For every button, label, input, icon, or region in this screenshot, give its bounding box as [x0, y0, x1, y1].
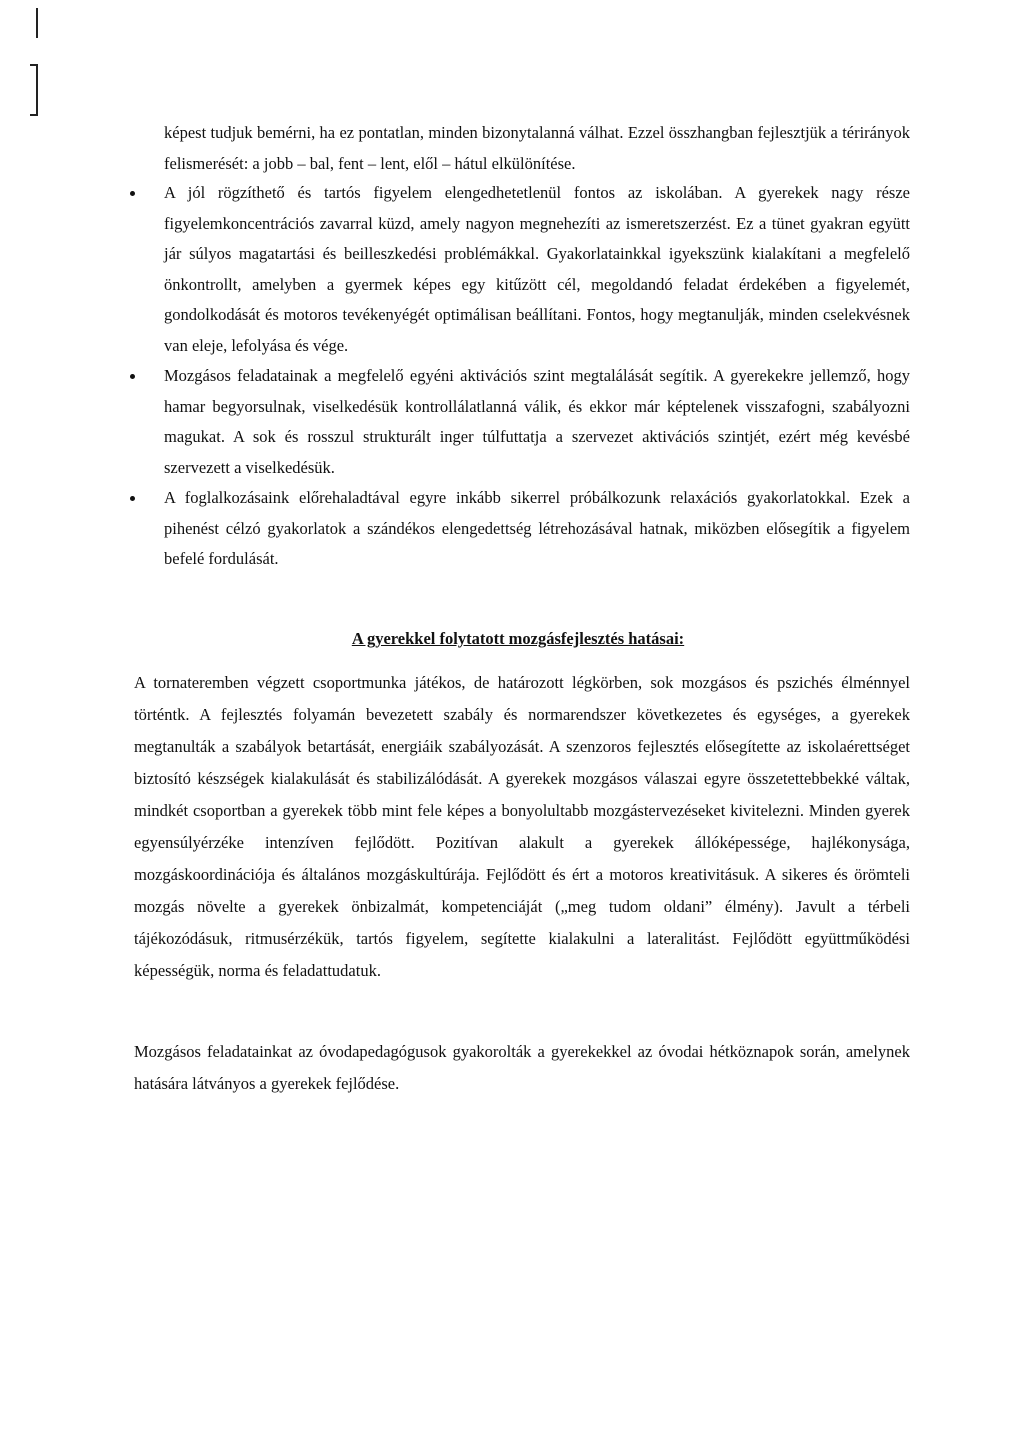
bullet-icon	[130, 374, 135, 379]
bullet-icon	[130, 191, 135, 196]
bullet-item-attention	[126, 178, 910, 361]
intro-paragraph: képest tudjuk bemérni, ha ez pontatlan, minden bizonytalanná válhat. Ezzel összhangban fejlesztjük a térirányok felismerését: a jobb – bal, fent – lent, elől – hátul elkülönítése.	[164, 123, 910, 173]
bullet-icon	[130, 496, 135, 501]
bullet-item-relaxation	[126, 483, 910, 575]
bullet-text: A jól rögzíthető és tartós figyelem elengedhetetlenül fontos az iskolában. A gyerekek nagy része figyelemkoncentrációs zavarral küzd, amely nagyon megnehezíti az ismeretszerzést. Ez a tünet gyakran együtt jár súlyos magatartási és beilleszkedési problémákkal. Gyakorlatainkkal igyekszünk kialakítani a megfelelő önkontrollt, amelyben a gyermek képes egy kitűzött cél, megoldandó feladat érdekében a figyelemét, gondolkodását és motoros tevékenyégét optimálisan beállítani. Fontos, hogy megtanulják, minden cselekvésnek van eleje, lefolyása és vége.	[164, 183, 910, 355]
closing-paragraph: Mozgásos feladatainkat az óvodapedagógusok gyakorolták a gyerekekkel az óvodai hétköznapok során, amelynek hatására látványos a gyerekek fejlődése.	[134, 1042, 910, 1093]
scan-artifact-bracket-top	[30, 64, 38, 66]
bullet-item-activation	[126, 361, 910, 483]
effects-paragraph: A tornateremben végzett csoportmunka játékos, de határozott légkörben, sok mozgásos és pszichés élménnyel történtk. A fejlesztés folyamán bevezetett szabály és normarendszer következetes és egységes, a gyerekek megtanulták a szabályok betartását, energiáik szabályozását. A szenzoros fejlesztés elősegítette az iskolaérettséget biztosító készségek kialakulását és stabilizálódását. A gyerekek mozgásos válaszai egyre összetettebbekké váltak, mindkét csoportban a gyerekek több mint fele képes a bonyolultabb mozgástervezéseket kivitelezni. Minden gyerek egyensúlyérzéke intenzíven fejlődött. Pozitívan alakult a gyerekek állóképessége, hajlékonysága, mozgáskoordinációja és általános mozgáskultúrája. Fejlődött és ért a motoros kreativitásuk. A sikeres és örömteli mozgás növelte a gyerekek önbizalmát, kompetenciáját („meg tudom oldani” élmény). Javult a térbeli tájékozódásuk, ritmusérzékük, tartós figyelem, segítette kialakulni a lateralitást. Fejlődött együttműködési képességük, norma és feladattudatuk.	[134, 673, 910, 980]
scan-artifact-line	[36, 8, 38, 38]
scan-artifact-bracket	[36, 64, 38, 116]
scan-artifact-bracket-bottom	[30, 114, 38, 116]
section-heading: A gyerekkel folytatott mozgásfejlesztés hatásai:	[351, 629, 685, 648]
bullet-text: A foglalkozásaink előrehaladtával egyre inkább sikerrel próbálkozunk relaxációs gyakorlatokkal. Ezek a pihenést célzó gyakorlatok a szándékos elengedettség létrehozásával hatnak, miközben elősegítik a figyelem befelé fordulását.	[164, 488, 910, 568]
bullet-text: Mozgásos feladatainak a megfelelő egyéni aktivációs szint megtalálását segítik. A gyerekekre jellemző, hogy hamar begyorsulnak, viselkedésük kontrollálatlanná válik, és ekkor már képtelenek visszafogni, szabályozni magukat. A sok és rosszul strukturált inger túlfuttatja a szervezet aktivációs szintjét, ezért még kevésbé szervezett a viselkedésük.	[164, 366, 910, 477]
bullet-list	[126, 178, 910, 575]
